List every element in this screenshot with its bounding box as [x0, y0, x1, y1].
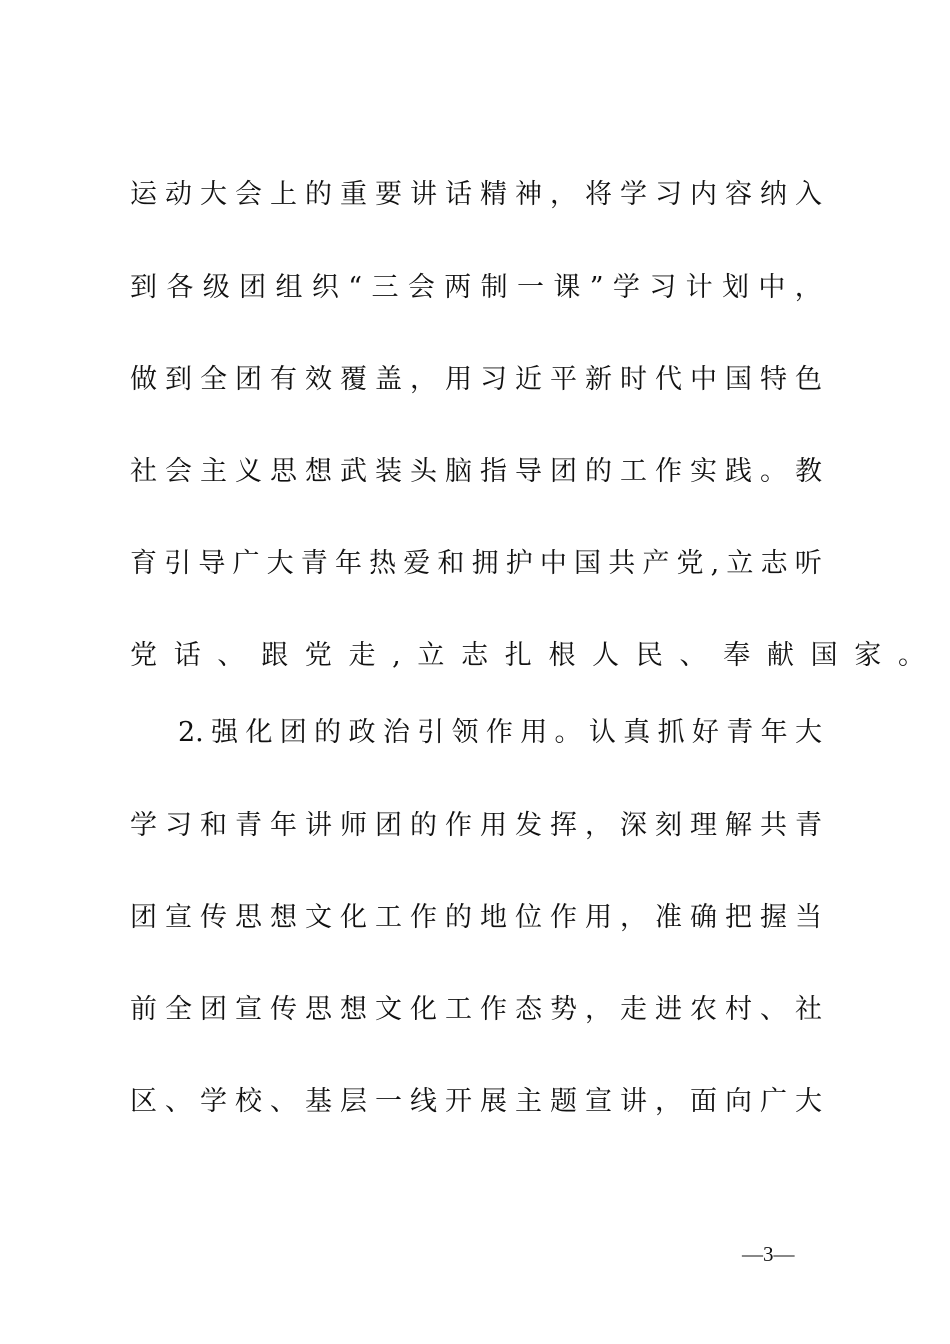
text-line: 做 到 全 团 有 效 覆 盖 ， 用 习 近 平 新 时 代 中 国 特 色	[130, 364, 822, 395]
text-line: 前 全 团 宣 传 思 想 文 化 工 作 态 势 ， 走 进 农 村 、 社	[130, 994, 822, 1025]
text-line: 2. 强 化 团 的 政 治 引 领 作 用 。 认 真 抓 好 青 年 大	[178, 717, 822, 748]
text-line: 学 习 和 青 年 讲 师 团 的 作 用 发 挥 ， 深 刻 理 解 共 青	[130, 810, 822, 841]
page-number: —3—	[742, 1242, 795, 1266]
text-line: 到 各 级 团 组 织 “ 三 会 两 制 一 课 ” 学 习 计 划 中 ，	[130, 272, 822, 303]
text-line: 社 会 主 义 思 想 武 装 头 脑 指 导 团 的 工 作 实 践 。 教	[130, 456, 822, 487]
text-line: 区 、 学 校 、 基 层 一 线 开 展 主 题 宣 讲 ， 面 向 广 大	[130, 1086, 822, 1117]
text-line: 运 动 大 会 上 的 重 要 讲 话 精 神 ， 将 学 习 内 容 纳 入	[130, 179, 822, 210]
text-line: 育 引 导 广 大 青 年 热 爱 和 拥 护 中 国 共 产 党 , 立 志 听	[130, 548, 822, 579]
text-line: 党 话 、 跟 党 走 , 立 志 扎 根 人 民 、 奉 献 国 家 。	[130, 640, 925, 671]
text-line: 团 宣 传 思 想 文 化 工 作 的 地 位 作 用 ， 准 确 把 握 当	[130, 902, 822, 933]
